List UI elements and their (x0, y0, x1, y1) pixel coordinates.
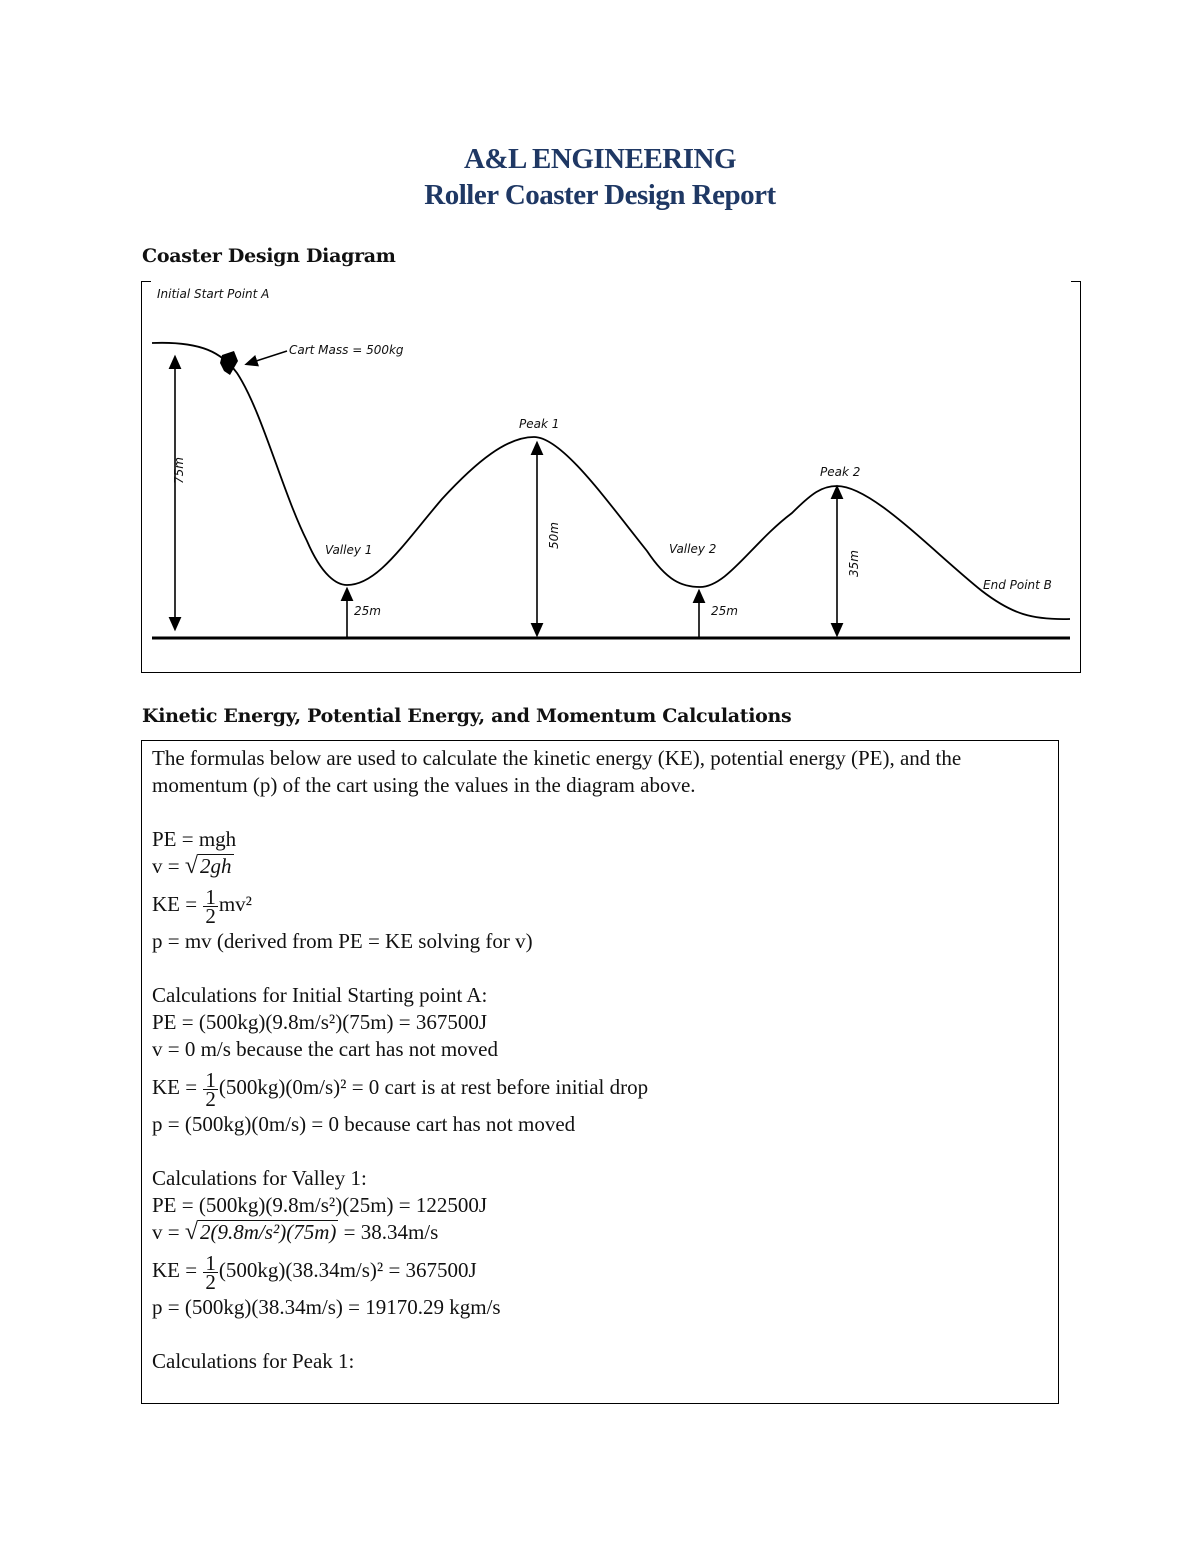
formula-pe: PE = mgh (152, 827, 237, 851)
fraction-denominator: 2 (205, 1269, 216, 1294)
fraction-half (203, 1067, 218, 1111)
fraction-numerator: 1 (205, 884, 216, 909)
end-point-label: End Point B (983, 578, 1052, 592)
fraction-half (203, 1250, 218, 1294)
valley2-height-label: 25m (711, 604, 738, 618)
valley1-label: Valley 1 (325, 543, 373, 557)
valley1-p: p = (500kg)(38.34m/s) = 19170.29 kgm/s (152, 1295, 501, 1319)
valley1-height-label: 25m (354, 604, 381, 618)
cart-arrow (250, 351, 287, 363)
peak1-heading: Calculations for Peak 1: (152, 1349, 355, 1373)
cart-mass-label: Cart Mass = 500kg (289, 343, 404, 357)
sqrt-icon: √ (184, 1219, 199, 1245)
sqrt-icon: √ (184, 853, 199, 879)
coaster-diagram (141, 281, 1081, 673)
point-a-heading: Calculations for Initial Starting point A: (152, 983, 488, 1007)
peak1-label: Peak 1 (519, 417, 560, 431)
peak2-label: Peak 2 (820, 465, 861, 479)
calc-heading: Kinetic Energy, Potential Energy, and Momentum Calculations (142, 705, 792, 727)
formula-ke-prefix: KE = (152, 892, 203, 916)
fraction-numerator: 1 (205, 1250, 216, 1275)
point-a-p: p = (500kg)(0m/s) = 0 because cart has not moved (152, 1112, 576, 1136)
valley1-ke (152, 1246, 1048, 1294)
peak1-height-label: 50m (547, 522, 561, 549)
valley1-v-suffix: = 38.34m/s (338, 1220, 439, 1244)
diagram-heading: Coaster Design Diagram (142, 245, 396, 267)
point-a-pe: PE = (500kg)(9.8m/s²)(75m) = 367500J (152, 1010, 488, 1034)
valley1-ke-prefix: KE = (152, 1258, 203, 1282)
point-a-ke (152, 1063, 1048, 1111)
formula-v-prefix: v = (152, 854, 185, 878)
company-title: A&L ENGINEERING (463, 143, 737, 175)
report-title: Roller Coaster Design Report (424, 179, 776, 211)
valley1-v (152, 1219, 1048, 1246)
point-a-ke-prefix: KE = (152, 1075, 203, 1099)
formula-v (152, 853, 1048, 880)
valley1-v-prefix: v = (152, 1220, 185, 1244)
formula-v-radicand: 2gh (200, 854, 232, 878)
formula-p: p = mv (derived from PE = KE solving for v) (152, 929, 533, 953)
calculations-box (141, 740, 1059, 1404)
fraction-half (203, 884, 218, 928)
valley1-v-radicand: 2(9.8m/s²)(75m) (200, 1220, 337, 1244)
coaster-diagram-svg (142, 281, 1082, 673)
start-height-label: 75m (172, 457, 186, 484)
formula-ke-suffix: mv² (218, 892, 252, 916)
formula-ke (152, 880, 1048, 928)
peak2-height-label: 35m (847, 550, 861, 577)
fraction-denominator: 2 (205, 903, 216, 928)
intro-text: The formulas below are used to calculate the kinetic energy (KE), potential energy (PE), and the momentum (p) of the cart using the values in the diagram above. (152, 746, 962, 797)
start-point-label: Initial Start Point A (157, 287, 270, 301)
valley1-heading: Calculations for Valley 1: (152, 1166, 367, 1190)
point-a-ke-suffix: (500kg)(0m/s)² = 0 cart is at rest before initial drop (218, 1075, 649, 1099)
valley1-ke-suffix: (500kg)(38.34m/s)² = 367500J (218, 1258, 477, 1282)
valley2-label: Valley 2 (669, 542, 717, 556)
fraction-denominator: 2 (205, 1086, 216, 1111)
fraction-numerator: 1 (205, 1067, 216, 1092)
valley1-pe: PE = (500kg)(9.8m/s²)(25m) = 122500J (152, 1193, 488, 1217)
coaster-track (152, 343, 1070, 619)
point-a-v: v = 0 m/s because the cart has not moved (152, 1037, 498, 1061)
